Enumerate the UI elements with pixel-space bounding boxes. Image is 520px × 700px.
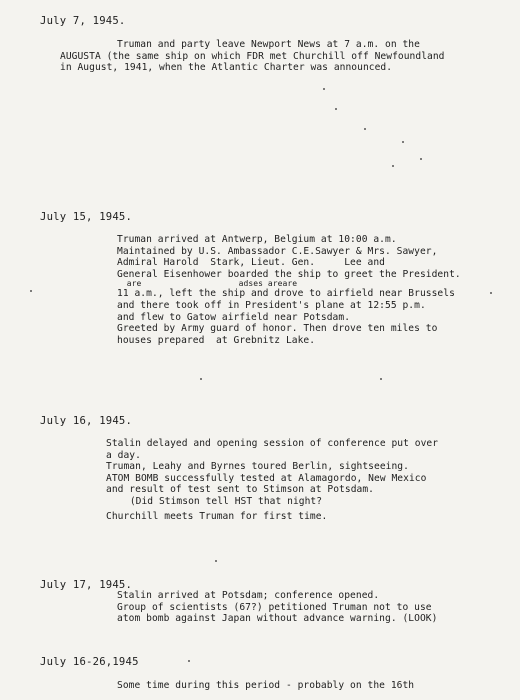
text-line: and result of test sent to Stimson at Potsdam. [106, 484, 374, 496]
scan-speck [323, 88, 325, 90]
text-line: Stalin delayed and opening session of conference put over [106, 438, 439, 449]
text-line: Churchill meets Truman for first time. [106, 510, 328, 522]
text-line: AUGUSTA (the same ship on which FDR met Churchill off Newfoundland [60, 50, 445, 62]
entry-text [117, 590, 437, 625]
scan-speck [490, 292, 492, 294]
scan-speck [215, 560, 217, 562]
entry-text [117, 680, 414, 692]
entry-date: July 7, 1945. [40, 15, 126, 27]
scan-speck [200, 378, 202, 380]
text-line: are adses areare [117, 279, 298, 289]
entry-date: July 17, 1945. [40, 579, 133, 591]
scan-speck [188, 660, 190, 662]
text-line: 11 a.m., left the ship and drove to airfield near Brussels [117, 288, 455, 300]
entry-date: July 15, 1945. [40, 211, 133, 223]
text-line: ATOM BOMB successfully tested at Alamagordo, New Mexico [106, 472, 427, 484]
scan-speck [380, 378, 382, 380]
text-line: a day. [106, 449, 141, 461]
scan-speck [30, 290, 32, 292]
entry-text [106, 438, 438, 522]
scan-speck [392, 165, 394, 167]
text-line: houses prepared at Grebnitz Lake. [117, 334, 316, 346]
text-line: (Did Stimson tell HST that night? [124, 495, 323, 507]
text-line: and there took off in President's plane at 12:55 p.m. [117, 299, 426, 311]
scan-speck [402, 141, 404, 143]
text-line: Truman, Leahy and Byrnes toured Berlin, sightseeing. [106, 461, 409, 473]
text-line: Truman and party leave Newport News at 7 a.m. on the [117, 39, 420, 50]
text-line: Maintained by U.S. Ambassador C.E.Sawyer & Mrs. Sawyer, [117, 245, 438, 257]
text-line: Admiral Harold Stark, Lieut. Gen. Lee and [117, 257, 385, 269]
text-line: General Eisenhower boarded the ship to greet the President. [117, 268, 461, 280]
entry-date: July 16, 1945. [40, 415, 133, 427]
text-line: atom bomb against Japan without advance warning. (LOOK) [117, 613, 438, 625]
text-line: and flew to Gatow airfield near Potsdam. [117, 311, 351, 323]
text-line: Stalin arrived at Potsdam; conference opened. [117, 590, 380, 601]
text-line: Some time during this period - probably on the 16th [117, 680, 415, 691]
text-line: in August, 1941, when the Atlantic Charter was announced. [60, 62, 393, 74]
text-line: Greeted by Army guard of honor. Then drove ten miles to [117, 323, 438, 335]
scan-speck [364, 128, 366, 130]
entry-text [117, 234, 461, 346]
entry-date: July 16-26,1945 [40, 656, 139, 668]
entry-text [60, 39, 445, 74]
text-line: Truman arrived at Antwerp, Belgium at 10:00 a.m. [117, 234, 397, 245]
scan-speck [335, 108, 337, 110]
scan-speck [420, 158, 422, 160]
text-line: Group of scientists (67?) petitioned Truman not to use [117, 601, 432, 613]
